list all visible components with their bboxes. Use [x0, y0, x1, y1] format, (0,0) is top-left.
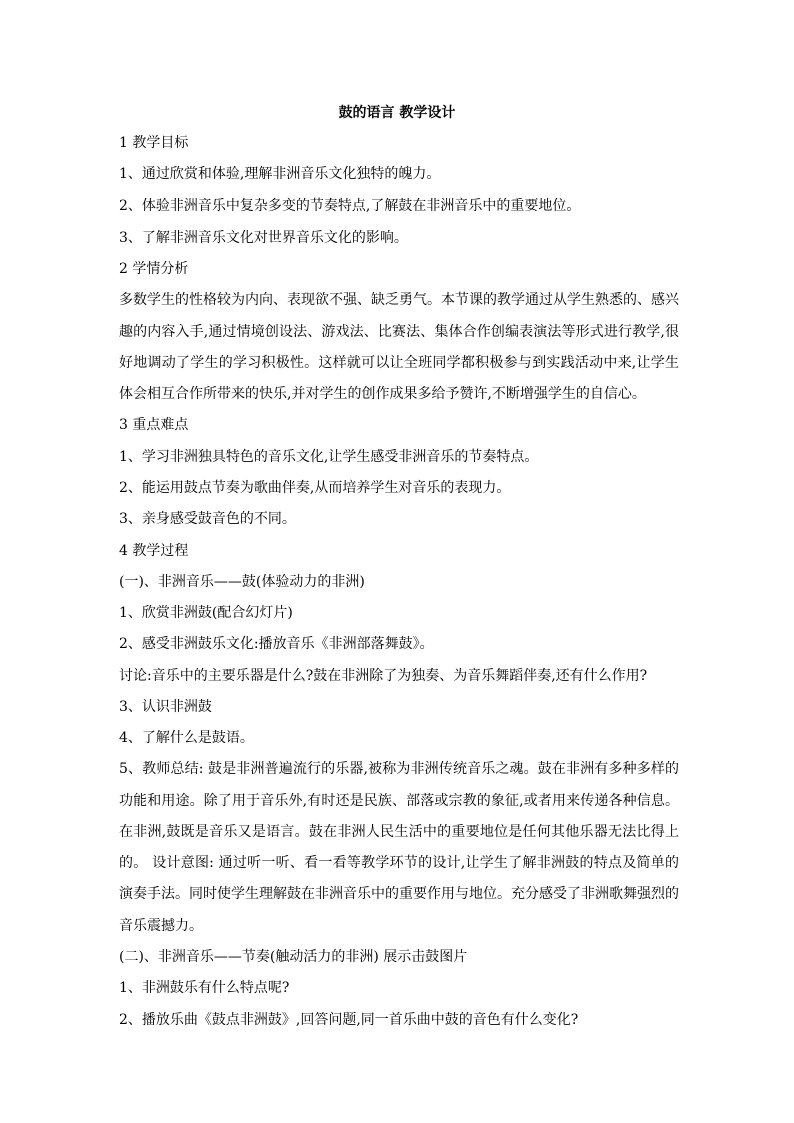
- heading-student-analysis: 2 学情分析: [119, 261, 189, 277]
- paragraph-line: 1、学习非洲独具特色的音乐文化,让学生感受非洲音乐的节奏特点。: [119, 449, 539, 465]
- paragraph-line: 体会相互合作所带来的快乐,并对学生的创作成果多给予赞许,不断增强学生的自信心。: [119, 386, 646, 402]
- paragraph-line: 3、亲身感受鼓音色的不同。: [119, 511, 296, 527]
- paragraph-line: 功能和用途。除了用于音乐外,有时还是民族、部落或宗教的象征,或者用来传递各种信息。: [119, 793, 679, 809]
- subheading-section-two: (二)、非洲音乐——节奏(触动活力的非洲) 展示击鼓图片: [119, 949, 468, 965]
- heading-teaching-process: 4 教学过程: [119, 543, 189, 559]
- paragraph-line: 在非洲,鼓既是音乐又是语言。鼓在非洲人民生活中的重要地位是任何其他乐器无法比得上: [119, 824, 679, 840]
- heading-teaching-goals: 1 教学目标: [119, 135, 189, 151]
- paragraph-line: 2、感受非洲鼓乐文化:播放音乐《非洲部落舞鼓》。: [119, 636, 434, 652]
- paragraph-line: 多数学生的性格较为内向、表现欲不强、缺乏勇气。本节课的教学通过从学生熟悉的、感兴: [119, 292, 679, 308]
- heading-key-points: 3 重点难点: [119, 417, 189, 433]
- paragraph-line: 2、体验非洲音乐中复杂多变的节奏特点,了解鼓在非洲音乐中的重要地位。: [119, 198, 581, 214]
- paragraph-line: 5、教师总结: 鼓是非洲普遍流行的乐器,被称为非洲传统音乐之魂。鼓在非洲有多种多样的: [119, 761, 679, 777]
- paragraph-line: 好地调动了学生的学习积极性。这样就可以让全班同学都积极参与到实践活动中来,让学生: [119, 355, 679, 371]
- paragraph-line: 讨论:音乐中的主要乐器是什么?鼓在非洲除了为独奏、为音乐舞蹈伴奏,还有什么作用?: [119, 668, 648, 684]
- paragraph-line: 4、了解什么是鼓语。: [119, 730, 254, 746]
- paragraph-line: 3、认识非洲鼓: [119, 699, 212, 715]
- subheading-section-one: (一)、非洲音乐——鼓(体验动力的非洲): [119, 574, 365, 590]
- paragraph-line: 音乐震撼力。: [119, 918, 203, 934]
- paragraph-line: 3、了解非洲音乐文化对世界音乐文化的影响。: [119, 230, 408, 246]
- paragraph-line: 1、非洲鼓乐有什么特点呢?: [119, 980, 290, 996]
- paragraph-line: 趣的内容入手,通过情境创设法、游戏法、比赛法、集体合作创编表演法等形式进行教学,很: [119, 324, 679, 340]
- document-title: 鼓的语言 教学设计: [338, 105, 456, 121]
- paragraph-line: 2、播放乐曲《鼓点非洲鼓》,回答问题,同一首乐曲中鼓的音色有什么变化?: [119, 1012, 579, 1028]
- paragraph-line: 1、通过欣赏和体验,理解非洲音乐文化独特的魄力。: [119, 166, 441, 182]
- paragraph-line: 1、欣赏非洲鼓(配合幻灯片): [119, 605, 293, 621]
- paragraph-line: 演奏手法。同时使学生理解鼓在非洲音乐中的重要作用与地位。充分感受了非洲歌舞强烈的: [119, 886, 679, 902]
- paragraph-line: 的。 设计意图: 通过听一听、看一看等教学环节的设计,让学生了解非洲鼓的特点及简单的: [119, 855, 679, 871]
- paragraph-line: 2、能运用鼓点节奏为歌曲伴奏,从而培养学生对音乐的表现力。: [119, 480, 511, 496]
